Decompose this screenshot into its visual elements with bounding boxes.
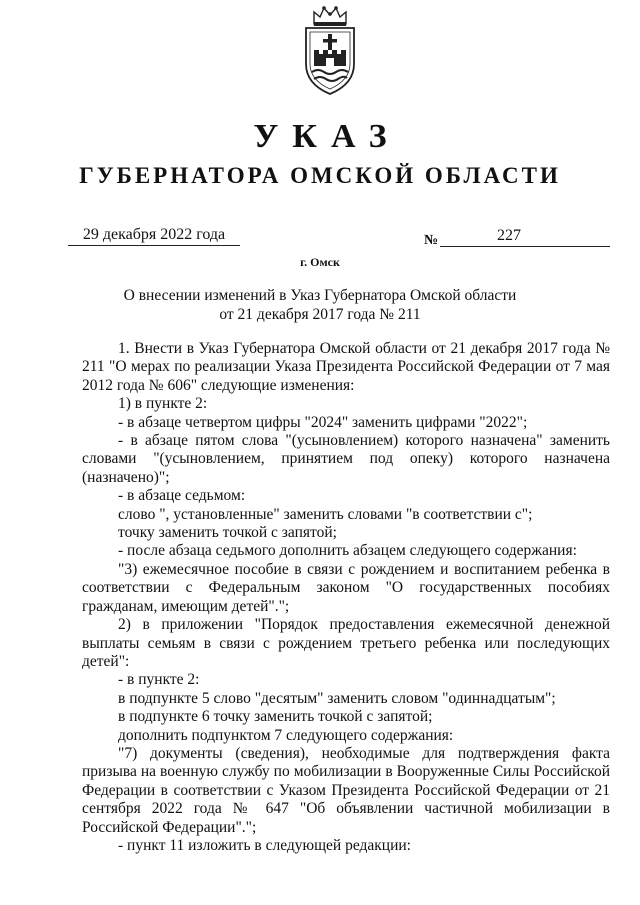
paragraph: в подпункте 5 слово "десятым" заменить словом "одиннадцатым";	[118, 689, 556, 707]
paragraph: - в абзаце седьмом:	[118, 487, 246, 505]
document-number-field	[440, 227, 610, 247]
paragraph: слово ", установленные" заменить словами "в соответствии с";	[118, 505, 533, 523]
document-date: 29 декабря 2022 года	[68, 226, 240, 246]
paragraph: 2) в приложении "Порядок предоставления ежемесячной денежной выплаты семьям в связи с рождением третьего ребенка или последующих детей":	[82, 616, 610, 670]
number-sign: №	[424, 233, 439, 248]
paragraph: 1) в пункте 2:	[118, 395, 208, 413]
paragraph: - пункт 11 изложить в следующей редакции:	[118, 836, 411, 854]
paragraph: 1. Внести в Указ Губернатора Омской области от 21 декабря 2017 года № 211 "О мерах по реализации Указа Президента Российской Федерации от 7 мая 2012 года № 606" следующие изменения:	[82, 340, 610, 394]
paragraph: - после абзаца седьмого дополнить абзацем следующего содержания:	[118, 542, 577, 560]
document-title: УКАЗ	[253, 118, 401, 155]
paragraph: - в пункте 2:	[118, 671, 200, 689]
paragraph: "3) ежемесячное пособие в связи с рождением и воспитанием ребенка в соответствии с Федеральным законом "О государственных пособиях гражданам, имеющим детей".";	[82, 560, 610, 615]
document-body	[82, 340, 610, 855]
document-city: г. Омск	[300, 255, 340, 269]
document-subject	[120, 286, 520, 324]
paragraph: "7) документы (сведения), необходимые для подтверждения факта призыва на военную службу по мобилизации в Вооруженные Силы Российской Федерации в соответствии с Указом Президента Российской Федерации от 21 сентября 2022 года № 647 "Об объявлении частичной мобилизации в Российской Федерации".";	[82, 744, 610, 836]
paragraph: точку заменить точкой с запятой;	[118, 524, 337, 542]
subject-line-2: от 21 декабря 2017 года № 211	[219, 306, 421, 323]
omsk-coat-of-arms-icon	[300, 4, 360, 96]
paragraph: дополнить подпунктом 7 следующего содержания:	[118, 726, 454, 744]
document-issuer: ГУБЕРНАТОРА ОМСКОЙ ОБЛАСТИ	[79, 163, 561, 188]
subject-line-1: О внесении изменений в Указ Губернатора Омской области	[123, 287, 517, 304]
paragraph: - в абзаце пятом слова "(усыновлением) которого назначена" заменить словами "(усыновлением, принятием под опеку) которого назначена (назначено)";	[82, 432, 610, 486]
paragraph: в подпункте 6 точку заменить точкой с запятой;	[118, 708, 433, 726]
paragraph: - в абзаце четвертом цифры "2024" заменить цифрами "2022";	[118, 413, 528, 431]
document-number: 227	[497, 227, 521, 244]
